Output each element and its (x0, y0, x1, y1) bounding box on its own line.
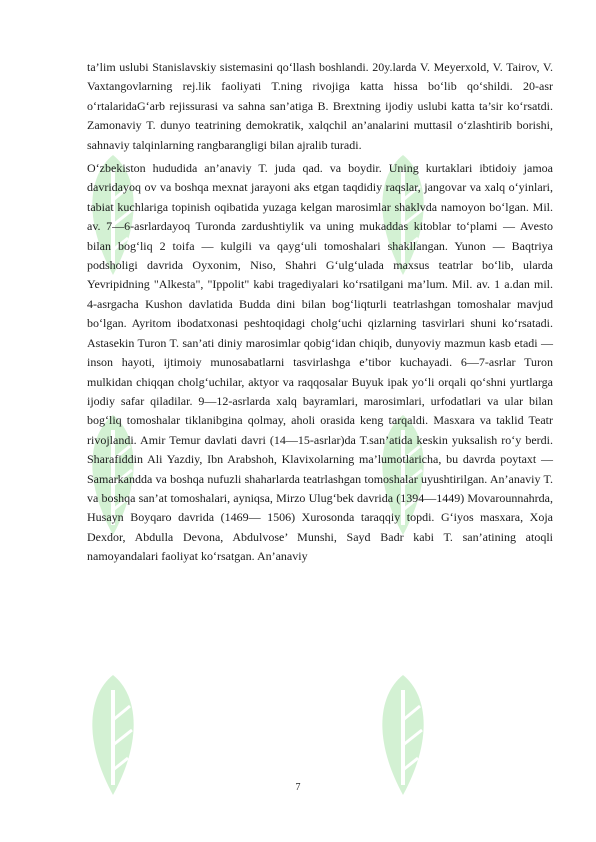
paragraph-2: O‘zbekiston hududida an’anaviy T. juda qad. va boydir. Uning kurtaklari ibtidoiy jamoa davridayoq ov va boshqa mexnat jarayoni aks etgan taqdidiy raqslar, jangovar va xalq o‘yinlari, tabiat kuchlariga topinish oqibatida yuzaga kelgan marosimlar shaklvda namoyon bo‘lgan. Mil. av. 7—6-asrlardayoq Turonda zardushtiylik va uning mukaddas kitoblar to‘plami — Avesto bilan bog‘liq 2 toifa — kulgili va qayg‘uli tomoshalari shakllangan. Yunon — Baqtriya podsholigi davrida Oyxonim, Niso, Shahri G‘ulg‘ulada maxsus teatrlar bo‘lib, ularda Yevripidning "Alkesta", "Ippolit" kabi tragediyalari ko‘rsatilgani ma’lum. Mil. av. 1 a.dan mil. 4-asrgacha Kushon davlatida Budda dini bilan bog‘liqturli teatrlashgan tomoshalar mavjud bo‘lgan. Ayritom ibodatxonasi peshtoqidagi cholg‘uchi qizlarning tasvirlari shuni ko‘rsatadi. Astasekin Turon T. san’ati diniy marosimlar qobig‘idan chiqib, dunyoviy mazmun kasb etadi — inson hayoti, ijtimoiy munosabatlarni tasvirlashga e’tibor kuchayadi. 6—7-asrlar Turon mulkidan chiqqan cholg‘uchilar, aktyor va raqqosalar Buyuk ipak yo‘li orqali qo‘shni yurtlarga ijodiy safar qiladilar. 9—12-asrlarda xalq bayramlari, marosimlari, urfodatlari va ular bilan bog‘liq tomoshalar tiklanibgina qolmay, aholi orasida keng tarqaldi. Masxara va taklid Teatr rivojlandi. Amir Temur davlati davri (14—15-asrlar)da T.san’atida keskin yuksalish ro‘y berdi. Sharafiddin Ali Yazdiy, Ibn Arabshoh, Klavixolarning ma’lumotlaricha, bu davrda poytaxt — Samarkandda va boshqa nufuzli shaharlarda teatrlashgan tomoshalar uyushtirilgan. An’anaviy T. va boshqa san’at tomoshalari, ayniqsa, Mirzo Ulug‘bek davrida (1394—1449) Movarounnahrda, Husayn Boyqaro davrida (1469— 1506) Xurosonda taraqqiy topdi. G‘iyos masxara, Xoja Dexdor, Abdulla Devona, Abdulvose’ Munshi, Sayd Badr kabi T. san’atining atoqli namoyandalari faoliyat ko‘rsatgan. An’anaviy (87, 161, 553, 564)
page-number: 7 (295, 782, 301, 793)
paragraph-1: ta’lim uslubi Stanislavskiy sistemasini qo‘llash boshlandi. 20y.larda V. Meyerxold, V. Tairov, V. Vaxtangovlarning rej.lik faoliyati T.ning rivojiga katta hissa bo‘lib qo‘shildi. 20-asr o‘rtalaridaG‘arb rejissurasi va sahna san’atiga B. Brextning ijodiy uslubi katta ta’sir ko‘rsatdi. Zamonaviy T. dunyo teatrining demokratik, xalqchil an’analarini muttasil o‘zlashtirib borishi, sahnaviy talqinlarning rangbarangligi bilan ajralib turadi. (87, 60, 553, 152)
document-body (87, 58, 553, 571)
leaf-logo-icon (78, 670, 148, 800)
leaf-logo-icon (368, 670, 438, 800)
